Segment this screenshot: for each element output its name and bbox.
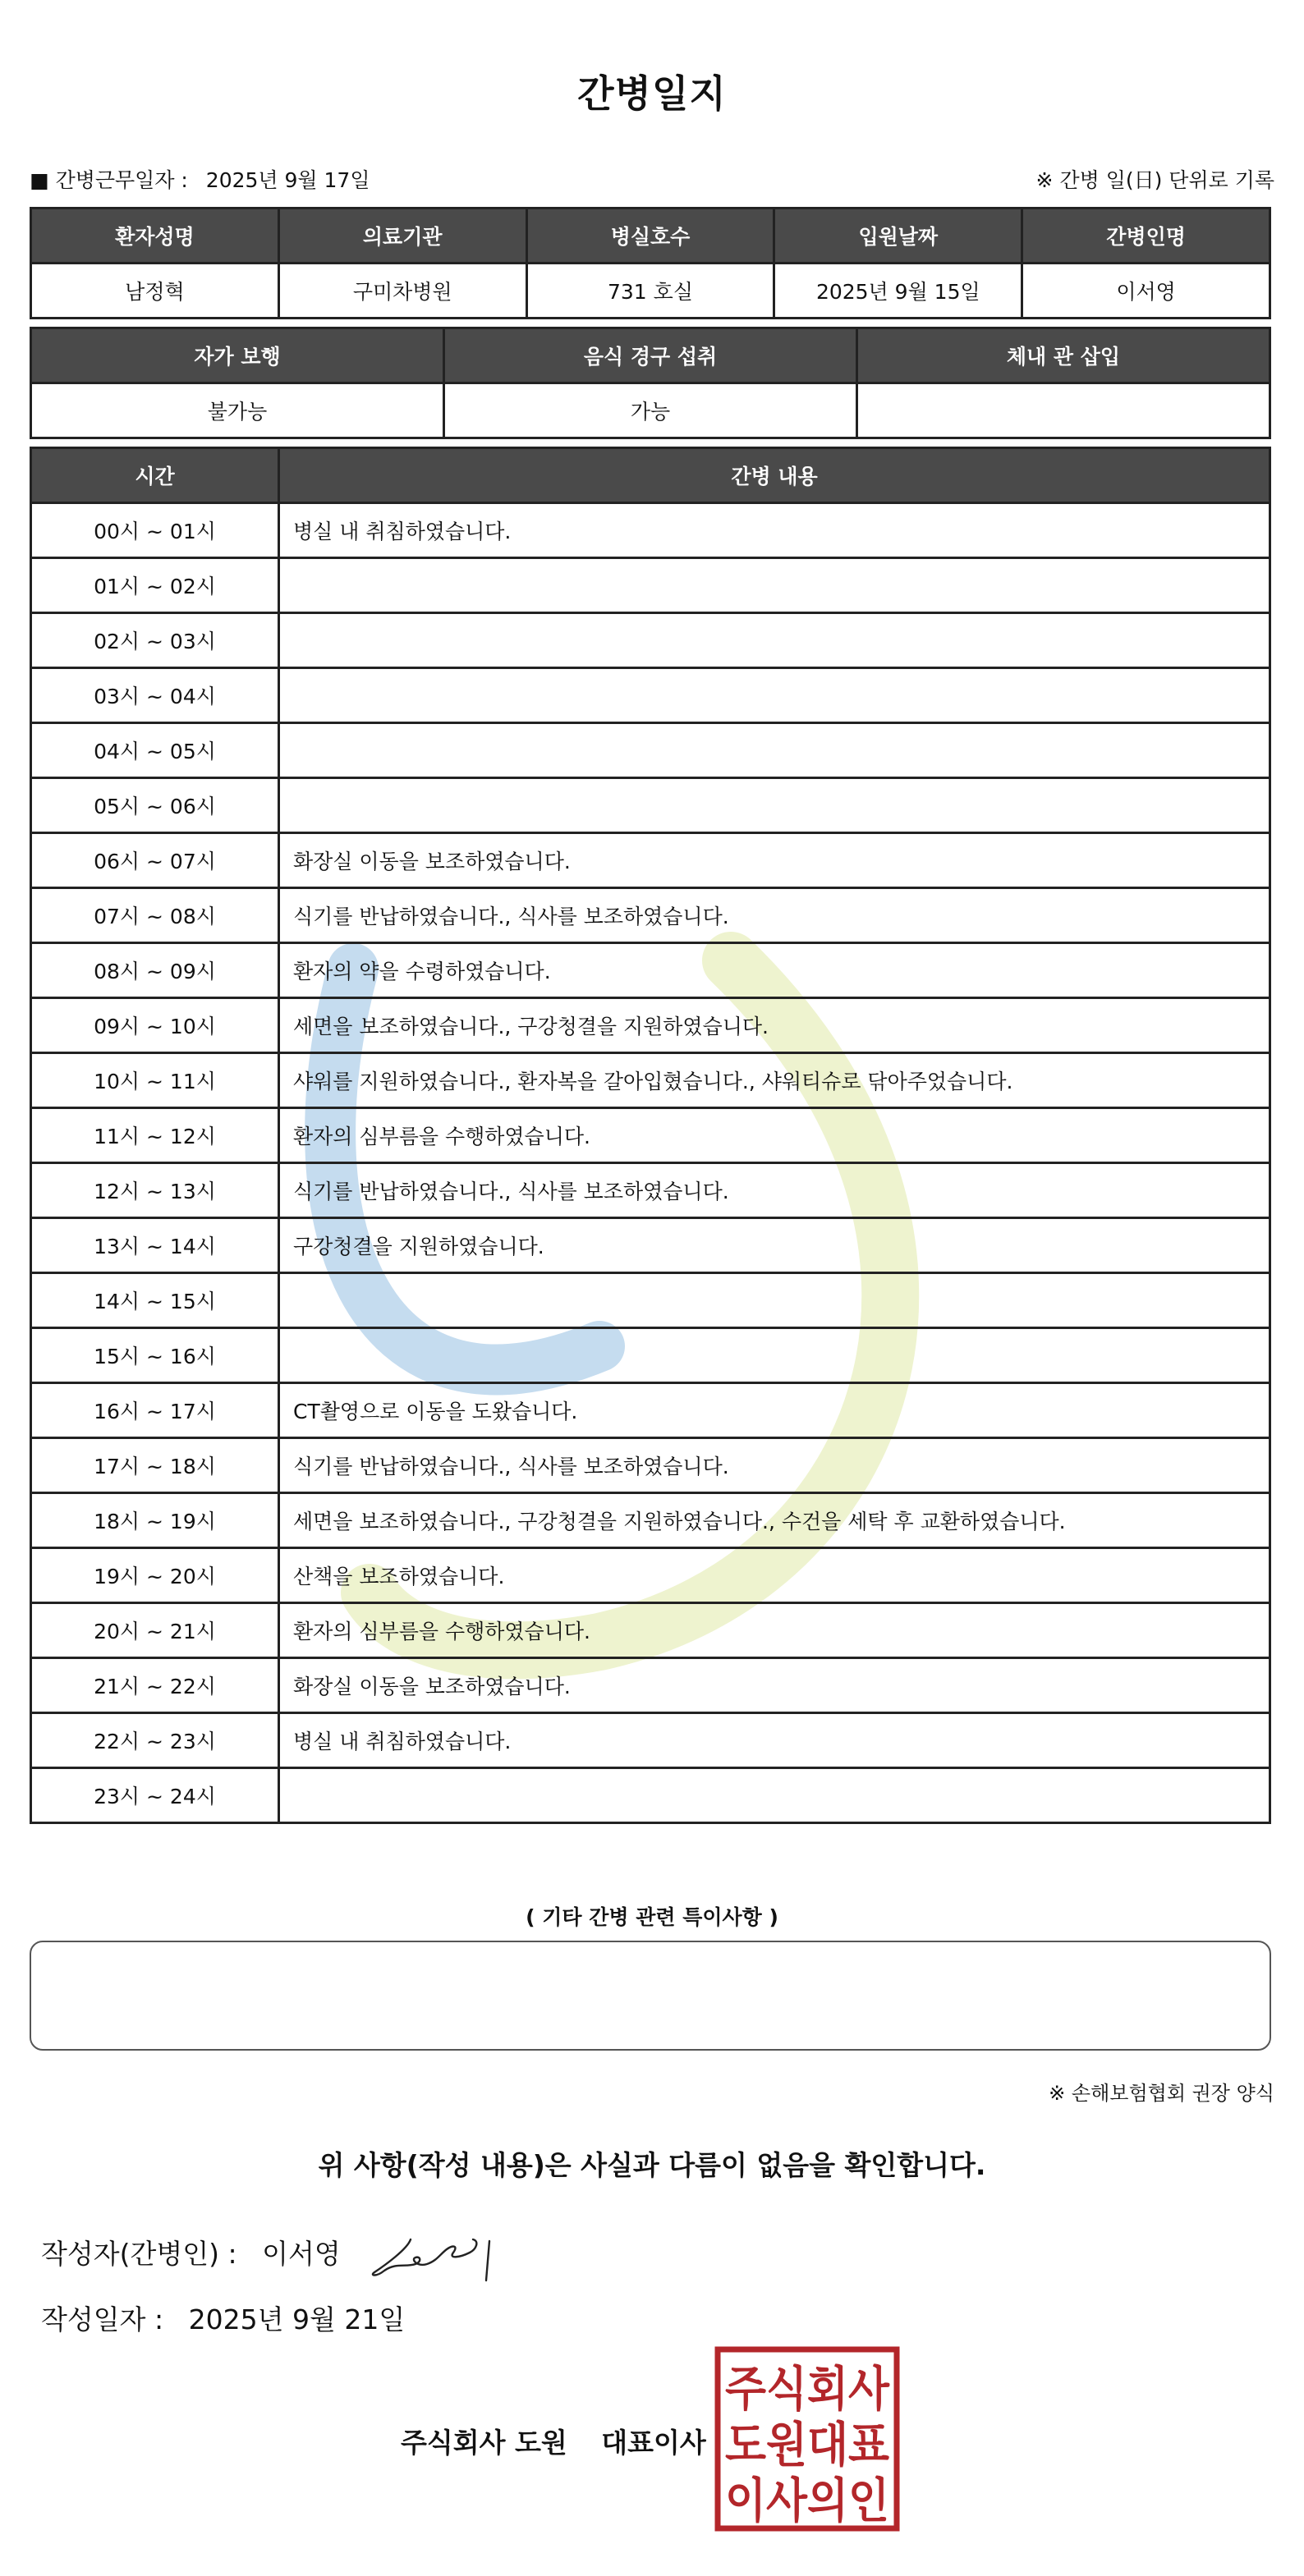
log-content-cell: 구강청결을 지원하였습니다. xyxy=(279,1218,1270,1273)
tube-insertion-value xyxy=(857,383,1270,438)
patient-value-row xyxy=(31,264,1270,319)
header-patient-name: 환자성명 xyxy=(31,209,279,264)
header-care-content: 간병 내용 xyxy=(279,448,1270,503)
log-row xyxy=(31,833,1270,888)
log-content-cell: 세면을 보조하였습니다., 구강청결을 지원하였습니다., 수건을 세탁 후 교환하였습니다. xyxy=(279,1493,1270,1548)
patient-name: 남정혁 xyxy=(31,264,279,319)
log-time-cell: 20시 ~ 21시 xyxy=(31,1603,279,1658)
log-time-cell: 22시 ~ 23시 xyxy=(31,1713,279,1768)
log-time-cell: 09시 ~ 10시 xyxy=(31,998,279,1053)
work-date-line xyxy=(30,164,370,194)
handwritten-signature xyxy=(368,2216,507,2290)
log-row xyxy=(31,1548,1270,1603)
log-time-cell: 02시 ~ 03시 xyxy=(31,613,279,668)
header-oral-intake: 음식 경구 섭취 xyxy=(444,328,857,383)
log-row xyxy=(31,1273,1270,1328)
hospital-name: 구미차병원 xyxy=(278,264,526,319)
log-time-cell: 13시 ~ 14시 xyxy=(31,1218,279,1273)
care-log-body xyxy=(31,503,1270,1823)
log-content-cell xyxy=(279,558,1270,613)
log-time-cell: 05시 ~ 06시 xyxy=(31,778,279,833)
log-row xyxy=(31,888,1270,943)
company-line xyxy=(401,2422,706,2460)
log-row xyxy=(31,1768,1270,1823)
log-time-cell: 15시 ~ 16시 xyxy=(31,1328,279,1383)
log-row xyxy=(31,1328,1270,1383)
log-time-cell: 10시 ~ 11시 xyxy=(31,1053,279,1108)
form-note: ※ 손해보험협회 권장 양식 xyxy=(1049,2082,1274,2105)
log-row xyxy=(31,778,1270,833)
patient-header-row xyxy=(31,209,1270,264)
log-row xyxy=(31,943,1270,998)
log-row xyxy=(31,613,1270,668)
writer-line xyxy=(41,2233,341,2271)
patient-status-table xyxy=(30,327,1271,439)
admission-date: 2025년 9월 15일 xyxy=(774,264,1022,319)
log-content-cell: 환자의 약을 수령하였습니다. xyxy=(279,943,1270,998)
log-time-cell: 17시 ~ 18시 xyxy=(31,1438,279,1493)
log-content-cell: 식기를 반납하였습니다., 식사를 보조하였습니다. xyxy=(279,1438,1270,1493)
log-content-cell: 화장실 이동을 보조하였습니다. xyxy=(279,833,1270,888)
confirmation-statement: 위 사항(작성 내용)은 사실과 다름이 없음을 확인합니다. xyxy=(318,2149,986,2181)
log-row xyxy=(31,1053,1270,1108)
log-row xyxy=(31,723,1270,778)
log-time-cell: 11시 ~ 12시 xyxy=(31,1108,279,1163)
work-date-label: ■ 간병근무일자 : xyxy=(30,168,188,192)
unit-note: ※ 간병 일(日) 단위로 기록 xyxy=(1035,168,1274,192)
log-time-cell: 19시 ~ 20시 xyxy=(31,1548,279,1603)
header-hospital: 의료기관 xyxy=(278,209,526,264)
log-content-cell: 병실 내 취침하였습니다. xyxy=(279,503,1270,558)
log-content-cell xyxy=(279,1328,1270,1383)
ceo-label: 대표이사 xyxy=(601,2427,706,2459)
company-name: 주식회사 도원 xyxy=(401,2427,567,2459)
log-row xyxy=(31,1108,1270,1163)
caregiver-name: 이서영 xyxy=(1022,264,1270,319)
status-header-row xyxy=(31,328,1270,383)
seal-text-line: 이사의인 xyxy=(725,2473,889,2528)
log-row xyxy=(31,668,1270,723)
log-row xyxy=(31,1603,1270,1658)
log-row xyxy=(31,1383,1270,1438)
log-row xyxy=(31,503,1270,558)
header-caregiver-name: 간병인명 xyxy=(1022,209,1270,264)
log-row xyxy=(31,1658,1270,1713)
seal-text-line: 도원대표 xyxy=(725,2417,889,2473)
log-row xyxy=(31,1438,1270,1493)
log-time-cell: 04시 ~ 05시 xyxy=(31,723,279,778)
log-content-cell: 식기를 반납하였습니다., 식사를 보조하였습니다. xyxy=(279,1163,1270,1218)
log-time-cell: 21시 ~ 22시 xyxy=(31,1658,279,1713)
written-date-label: 작성일자 : xyxy=(41,2303,164,2335)
log-row xyxy=(31,1713,1270,1768)
special-notes-content xyxy=(31,1942,1270,1965)
log-header-row xyxy=(31,448,1270,503)
log-content-cell: 식기를 반납하였습니다., 식사를 보조하였습니다. xyxy=(279,888,1270,943)
log-content-cell: 산책을 보조하였습니다. xyxy=(279,1548,1270,1603)
log-row xyxy=(31,1163,1270,1218)
log-time-cell: 01시 ~ 02시 xyxy=(31,558,279,613)
writer-name: 이서영 xyxy=(262,2238,341,2270)
log-time-cell: 16시 ~ 17시 xyxy=(31,1383,279,1438)
log-row xyxy=(31,1493,1270,1548)
log-content-cell: 세면을 보조하였습니다., 구강청결을 지원하였습니다. xyxy=(279,998,1270,1053)
log-content-cell xyxy=(279,723,1270,778)
self-walking-value: 불가능 xyxy=(31,383,444,438)
log-time-cell: 08시 ~ 09시 xyxy=(31,943,279,998)
log-content-cell xyxy=(279,778,1270,833)
log-content-cell xyxy=(279,1768,1270,1823)
writer-label: 작성자(간병인) : xyxy=(41,2238,237,2270)
log-row xyxy=(31,558,1270,613)
patient-info-table xyxy=(30,207,1271,319)
log-content-cell: 화장실 이동을 보조하였습니다. xyxy=(279,1658,1270,1713)
header-time: 시간 xyxy=(31,448,279,503)
special-notes-box xyxy=(30,1941,1271,2051)
log-content-cell: 환자의 심부름을 수행하였습니다. xyxy=(279,1603,1270,1658)
log-time-cell: 00시 ~ 01시 xyxy=(31,503,279,558)
log-content-cell: 환자의 심부름을 수행하였습니다. xyxy=(279,1108,1270,1163)
log-content-cell xyxy=(279,668,1270,723)
header-room: 병실호수 xyxy=(526,209,774,264)
log-time-cell: 12시 ~ 13시 xyxy=(31,1163,279,1218)
care-log-table xyxy=(30,447,1271,1824)
document-title: 간병일지 xyxy=(577,71,727,116)
log-content-cell xyxy=(279,613,1270,668)
log-content-cell xyxy=(279,1273,1270,1328)
special-notes-title: ( 기타 간병 관련 특이사항 ) xyxy=(526,1905,778,1929)
work-date-value: 2025년 9월 17일 xyxy=(205,168,370,192)
log-time-cell: 14시 ~ 15시 xyxy=(31,1273,279,1328)
log-time-cell: 07시 ~ 08시 xyxy=(31,888,279,943)
log-time-cell: 06시 ~ 07시 xyxy=(31,833,279,888)
header-self-walking: 자가 보행 xyxy=(31,328,444,383)
header-admission-date: 입원날짜 xyxy=(774,209,1022,264)
log-time-cell: 23시 ~ 24시 xyxy=(31,1768,279,1823)
log-content-cell: 샤워를 지원하였습니다., 환자복을 갈아입혔습니다., 샤워티슈로 닦아주었습니다. xyxy=(279,1053,1270,1108)
log-row xyxy=(31,1218,1270,1273)
oral-intake-value: 가능 xyxy=(444,383,857,438)
seal-text-line: 주식회사 xyxy=(725,2361,890,2417)
log-content-cell: CT촬영으로 이동을 도왔습니다. xyxy=(279,1383,1270,1438)
written-date-line xyxy=(41,2299,405,2337)
status-value-row xyxy=(31,383,1270,438)
log-content-cell: 병실 내 취침하였습니다. xyxy=(279,1713,1270,1768)
room-number: 731 호실 xyxy=(526,264,774,319)
company-seal-stamp xyxy=(714,2346,900,2532)
log-row xyxy=(31,998,1270,1053)
log-time-cell: 18시 ~ 19시 xyxy=(31,1493,279,1548)
written-date-value: 2025년 9월 21일 xyxy=(188,2303,406,2335)
header-tube-insertion: 체내 관 삽입 xyxy=(857,328,1270,383)
log-time-cell: 03시 ~ 04시 xyxy=(31,668,279,723)
